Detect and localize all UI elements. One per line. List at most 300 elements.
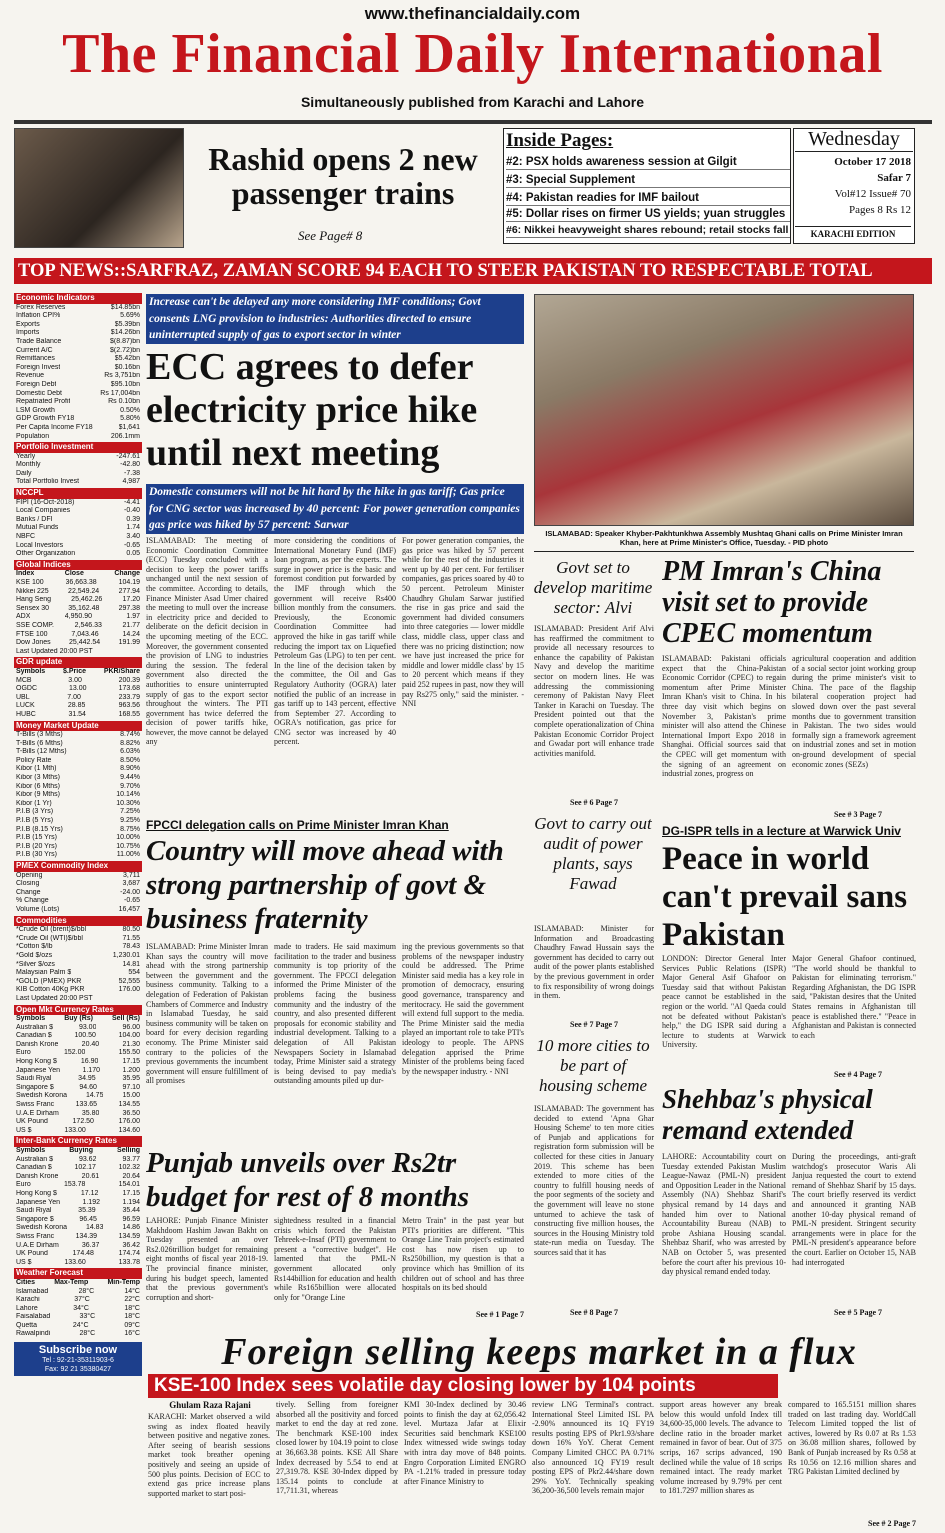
- maritime-headline[interactable]: Govt set to develop maritime sector: Alvi: [533, 558, 653, 617]
- sidebar-cell: 963.56: [118, 702, 140, 710]
- divider: [534, 551, 914, 552]
- sidebar-row: [14, 872, 142, 881]
- inside-pages-title: Inside Pages:: [506, 130, 614, 151]
- sidebar-cell: 16°C: [124, 1330, 140, 1338]
- sidebar-row: [14, 1330, 142, 1339]
- sidebar-row: [14, 889, 142, 898]
- sidebar-header-cell: Max-Temp: [54, 1278, 89, 1286]
- sidebar-cell: 3.40: [126, 533, 140, 541]
- sidebar-header-cell: Sell (Rs): [111, 1015, 140, 1023]
- sidebar-row: [14, 685, 142, 694]
- sidebar-cell: *Cotton $/lb: [16, 943, 53, 951]
- sidebar-cell: 6.03%: [120, 748, 140, 756]
- masthead-rule: [14, 120, 932, 124]
- edition-name: KARACHI EDITION: [795, 226, 911, 239]
- sidebar-cell: P.I.B (20 Yrs): [16, 842, 57, 850]
- ispr-kicker: DG-ISPR tells in a lecture at Warwick Univ: [662, 824, 901, 838]
- sidebar-cell: 168.55: [118, 710, 140, 718]
- sidebar-cell: -0.65: [124, 541, 140, 549]
- sidebar-cell: GDP Growth FY18: [16, 415, 75, 423]
- sidebar-row: [14, 1242, 142, 1251]
- sidebar-cell: Swedish Korona: [16, 1092, 67, 1100]
- sidebar-cell: 102.17: [74, 1164, 96, 1172]
- sidebar-row: [14, 478, 142, 487]
- cpec-see[interactable]: See # 3 Page 7: [834, 810, 882, 819]
- sidebar-header-cell: Index: [16, 570, 35, 578]
- sidebar-cell: 102.32: [118, 1164, 140, 1172]
- edition-day: Wednesday: [795, 128, 913, 152]
- sidebar-cell: 15.00: [122, 1092, 140, 1100]
- sidebar-portfolio-title: Portfolio Investment: [14, 442, 142, 453]
- sidebar-commodities-title: Commodities: [14, 916, 142, 927]
- sidebar-cell: U.A.E Dirham: [16, 1109, 59, 1117]
- audit-headline[interactable]: Govt to carry out audit of power plants, says Fawad: [534, 814, 652, 893]
- housing-headline[interactable]: 10 more cities to be part of housing scheme: [536, 1036, 650, 1095]
- sidebar-header-cell: Symbols: [16, 1015, 46, 1023]
- sidebar-row: [14, 1041, 142, 1050]
- sidebar-cell: Local Investors: [16, 541, 64, 549]
- sidebar-cell: % Change: [16, 897, 49, 905]
- sidebar-cell: 52,555: [118, 977, 140, 985]
- sidebar-cell: 35,162.48: [68, 604, 100, 612]
- sidebar-cell: 100.50: [74, 1032, 96, 1040]
- sidebar-cell: Mutual Funds: [16, 524, 59, 532]
- sidebar-row: [14, 524, 142, 533]
- masthead-title: The Financial Daily International: [62, 23, 883, 85]
- sidebar-cell: -24.00: [120, 888, 140, 896]
- sidebar-row: [14, 499, 142, 508]
- sidebar-row: [14, 961, 142, 970]
- sidebar-cell: HUBC: [16, 710, 36, 718]
- sidebar-row: [14, 1313, 142, 1322]
- sidebar-cell: 8.75%: [120, 825, 140, 833]
- sidebar-cell: KIB Cotton 40Kg PKR: [16, 986, 85, 994]
- sidebar-cell: T-Bills (12 Mths): [16, 748, 67, 756]
- sidebar-cell: Repatriated Profit: [16, 398, 71, 406]
- sidebar-cell: Daily: [16, 469, 32, 477]
- sidebar-cell: 174.74: [118, 1250, 140, 1258]
- fpcci-col-1: ISLAMABAD: Prime Minister Imran Khan says the country will move ahead with the strong partnership between the government and the business community. Talking to a delegation of Federation of Pakistan Chambers of Commerce and Industry in Islamabad Tuesday, he said business community will be taken on board for every decision regarding economy. The Prime Minister said contrary to the policies of the previous governments the incumbent government will ensure fulfillment of all promises: [146, 942, 268, 1086]
- lead-see-page: See Page# 8: [298, 228, 363, 243]
- sidebar-header-cell: Symbols: [16, 1147, 46, 1154]
- sidebar-cell: 34.95: [78, 1075, 96, 1083]
- shehbaz-see[interactable]: See # 5 Page 7: [834, 1308, 882, 1317]
- sidebar-cell: 36.42: [122, 1241, 140, 1249]
- maritime-body: ISLAMABAD: President Arif Alvi has reaffirmed the commitment to provide all necessary resources to enhance the capability of Pakistan Navy and develop the maritime sector on modern lines. He was addressing the commissioning ceremony of Pakistan Navy Fleet Tanker in Karachi on Tuesday. The President pointed out that the complete operationalization of China Pakistan Economic Corridor Project and Gwadar port will enhance trade activities manifold.: [534, 624, 654, 758]
- tagline: Simultaneously published from Karachi and Lahore: [300, 94, 645, 110]
- kse-col-5: support areas however any break below this would unfold Index till 34,600-35,000 levels. The advance to decline ratio in the broader market remained in favor of bear. Out of 375 scrips, 167 scrips advanced, 190 declined while the value of 18 scrips remained intact. The ready market volume increased by 9.79% per cent to 181.7297 million shares as: [660, 1400, 782, 1496]
- sidebar-row: [14, 817, 142, 826]
- sidebar-row: [14, 1084, 142, 1093]
- sidebar-row: [14, 906, 142, 915]
- sidebar-row: [14, 304, 142, 313]
- sidebar-cell: -42.80: [120, 461, 140, 469]
- fpcci-headline[interactable]: Country will move ahead with strong partnership of govt & business fraternity: [146, 835, 504, 935]
- sidebar-cell: 13.00: [69, 685, 87, 693]
- sidebar-cell: Total Portfolio Invest: [16, 478, 80, 486]
- sidebar-header-cell: Cities: [16, 1278, 36, 1286]
- shehbaz-headline[interactable]: Shehbaz's physical remand extended: [662, 1084, 873, 1145]
- kse-col-6: compared to 165.5151 million shares traded on last trading day. WorldCall Telecom Limited topped the list of actives, lowered by Rs 0.07 at Rs 1.53 on 36.08 million shares, followed by Bank of Punjab increased by Rs 0.58 at Rs 10.56 on 12.16 million shares and TRG Pakistan Limited declined by: [788, 1400, 916, 1477]
- sidebar-row: [14, 800, 142, 809]
- sidebar-weather-header: [14, 1279, 142, 1288]
- sidebar-cell: 78.43: [122, 943, 140, 951]
- sidebar-economic-indicators-title: Economic Indicators: [14, 293, 142, 304]
- sidebar-cell: -0.40: [124, 507, 140, 515]
- sidebar-row: [14, 843, 142, 852]
- sidebar-cell: 14.75: [85, 1092, 104, 1100]
- sidebar-cell: 9.44%: [120, 774, 140, 782]
- sidebar-cell: 31.54: [68, 710, 86, 718]
- sidebar-cell: Revenue: [16, 372, 45, 380]
- edition-date: October 17 2018: [834, 156, 911, 168]
- sidebar-cell: MCB: [16, 676, 32, 684]
- sidebar-row: [14, 542, 142, 551]
- sidebar-cell: 3.00: [68, 676, 82, 684]
- sidebar-row: [14, 986, 142, 995]
- sidebar-cell: 10.14%: [116, 791, 140, 799]
- kse-headline[interactable]: Foreign selling keeps market in a flux: [221, 1331, 857, 1373]
- sidebar-row: [14, 757, 142, 766]
- sidebar-cell: $14.26bn: [110, 329, 140, 337]
- sidebar-cell: 93.77: [122, 1155, 140, 1163]
- sidebar-row: [14, 1296, 142, 1305]
- market-sidebar: [14, 292, 142, 1533]
- shehbaz-col-1: LAHORE: Accountability court on Tuesday extended Pakistan Muslim League-Nawaz (PML-N) president and Opposition Leader in the National Assembly (NA) Shehbaz Sharif's physical remand by 14 days and handed him over to National Accountability Bureau (NAB) to probe Ashiana Housing scandal. Shehbaz Sharif, who was arrested by NAB on October 5, was presented before the court after his previous 10-day physical remand ended today.: [662, 1152, 786, 1277]
- sidebar-cell: Karachi: [16, 1296, 40, 1304]
- sidebar-cell: Rs 0.10bn: [108, 398, 140, 406]
- sidebar-cell: 152.00: [63, 1049, 86, 1057]
- punjab-see[interactable]: See # 1 Page 7: [476, 1310, 524, 1319]
- sidebar-pmex-title: PMEX Commodity Index: [14, 861, 142, 872]
- sidebar-cell: Quetta: [16, 1321, 38, 1329]
- sidebar-row: [14, 507, 142, 516]
- sidebar-cell: $0.16bn: [114, 363, 140, 371]
- sidebar-cell: Foreign Debt: [16, 380, 57, 388]
- sidebar-cell: 7.00: [67, 693, 81, 701]
- cpec-headline[interactable]: PM Imran's China visit set to provide CPEC momentum: [662, 556, 882, 649]
- sidebar-cell: Volume (Lots): [16, 905, 60, 913]
- sidebar-row: [14, 631, 142, 640]
- sidebar-cell: 155.50: [118, 1049, 140, 1057]
- sidebar-cell: 174.48: [72, 1250, 94, 1258]
- sidebar-row: [14, 453, 142, 462]
- inside-item-4[interactable]: #4: Pakistan readies for IMF bailout: [506, 192, 790, 206]
- sidebar-cell: 96.59: [122, 1215, 140, 1223]
- kse-see[interactable]: See # 2 Page 7: [868, 1519, 916, 1528]
- sidebar-cell: Euro: [16, 1049, 31, 1057]
- sidebar-cell: Rawalpindi: [16, 1330, 51, 1338]
- sidebar-cell: Hang Seng: [16, 596, 52, 604]
- sidebar-cell: Lahore: [16, 1304, 38, 1312]
- sidebar-row: [14, 579, 142, 588]
- sidebar-cell: 10.75%: [116, 842, 140, 850]
- site-url[interactable]: www.thefinancialdaily.com: [364, 4, 581, 23]
- sidebar-cell: 10.00%: [116, 834, 140, 842]
- inside-item-6[interactable]: #6: Nikkei heavyweight shares rebound; retail stocks fall: [506, 224, 789, 236]
- lead-headline[interactable]: Rashid opens 2 new passenger trains: [208, 141, 478, 211]
- sidebar-row: [14, 461, 142, 470]
- kse-subheadline: KSE-100 Index sees volatile day closing lower by 104 points: [148, 1374, 778, 1398]
- sidebar-cell: Local Companies: [16, 507, 71, 515]
- sidebar-cell: Kibor (6 Mths): [16, 782, 60, 790]
- sidebar-row: [14, 1224, 142, 1233]
- sidebar-cell: Remittances: [16, 355, 55, 363]
- sidebar-cell: 25,462.26: [71, 596, 103, 604]
- sidebar-row: [14, 731, 142, 740]
- sidebar-cell: Foreign Invest: [16, 363, 61, 371]
- sidebar-cell: 133.78: [118, 1258, 140, 1266]
- kse-col-3: KMI 30-Index declined by 30.46 points to finish the day at 62,056.42 level. Murtaza Jafar at Elixir Securities said benchmark KSE100 Index witnessed wide swings today with intra day move of 848 points. Engro Corporation Limited ENGRO PA -1.21% traded in pressure today after Finance Ministry to: [404, 1400, 526, 1486]
- sidebar-open-market-header: [14, 1015, 142, 1024]
- sidebar-global-indices-title: Global Indices: [14, 560, 142, 571]
- sidebar-cell: Trade Balance: [16, 337, 62, 345]
- maritime-see[interactable]: See # 6 Page 7: [570, 798, 618, 807]
- sidebar-row: [14, 935, 142, 944]
- sidebar-cell: Per Capita Income FY18: [16, 423, 93, 431]
- top-news-bar[interactable]: TOP NEWS::SARFRAZ, ZAMAN SCORE 94 EACH TO STEER PAKISTAN TO RESPECTABLE TOTAL: [14, 258, 932, 284]
- sidebar-cell: Swiss Franc: [16, 1101, 55, 1109]
- sidebar-cell: U.A.E Dirham: [16, 1241, 59, 1249]
- sidebar-cell: 17.15: [122, 1058, 140, 1066]
- sidebar-cell: 9.25%: [120, 817, 140, 825]
- sidebar-cell: 35.44: [122, 1207, 140, 1215]
- sidebar-row: [14, 740, 142, 749]
- sidebar-cell: -7.38: [124, 469, 140, 477]
- sidebar-row: [14, 588, 142, 597]
- sidebar-cell: Swiss Franc: [16, 1232, 55, 1240]
- sidebar-cell: 25,442.54: [69, 639, 101, 647]
- sidebar-cell: Danish Krone: [16, 1172, 59, 1180]
- photo-caption: ISLAMABAD: Speaker Khyber-Pakhtunkhwa Assembly Mushtaq Ghani calls on Prime Minister Imran Khan, here at Prime Minister's Office, Tuesday. - PID photo: [545, 529, 903, 547]
- sidebar-row: [14, 1156, 142, 1165]
- punjab-col-2: sightedness resulted in a financial crisis which forced the Pakistan Tehreek-e-Insaf (PTI) government to present a "corrective budget". He lamented that the PML-N government allocated only Rs144billion for education and health while Rs165billion were allocated only for "Orange Line: [274, 1216, 396, 1302]
- sidebar-cell: 9.70%: [120, 782, 140, 790]
- sidebar-row: [14, 1024, 142, 1033]
- ispr-see[interactable]: See # 4 Page 7: [834, 1070, 882, 1079]
- sidebar-interbank-title: Inter-Bank Currency Rates: [14, 1136, 142, 1147]
- sidebar-cell: P.I.B (30 Yrs): [16, 851, 57, 859]
- sidebar-cell: NBFC: [16, 533, 36, 541]
- sidebar-row: [14, 791, 142, 800]
- sidebar-cell: 22°C: [124, 1296, 140, 1304]
- sidebar-cell: SSE COMP.: [16, 621, 54, 629]
- sidebar-row: [14, 1259, 142, 1268]
- ispr-col-1: LONDON: Director General Inter Services Public Relations (ISPR) Major General Asif Ghafoor on Tuesday said that without Pakistan peace cannot be established in the region or the world. "Al Qaeda could not be defeated without Pakistan's help," the DG ISPR said during a lecture to students at Warwick University.: [662, 954, 786, 1050]
- sidebar-cell: 172.50: [72, 1118, 94, 1126]
- sidebar-cell: 153.78: [63, 1181, 86, 1189]
- sidebar-header-cell: PKR/Share: [103, 667, 140, 675]
- sidebar-cell: 8.90%: [120, 765, 140, 773]
- inside-item-2[interactable]: #2: PSX holds awareness session at Gilgit: [506, 156, 790, 170]
- sidebar-cell: -247.61: [116, 452, 140, 460]
- sidebar-row: [14, 978, 142, 987]
- sidebar-row: [14, 765, 142, 774]
- sidebar-row: [14, 372, 142, 381]
- sidebar-cell: 14.81: [122, 960, 140, 968]
- sidebar-cell: 17.12: [80, 1189, 99, 1197]
- sidebar-cell: $5.39bn: [114, 320, 140, 328]
- sidebar-row: [14, 550, 142, 559]
- sidebar-cell: 1,230.01: [112, 951, 140, 959]
- sidebar-cell: 28.85: [67, 702, 86, 710]
- sidebar-updated-text: Last Updated 20:00 PST: [16, 994, 93, 1002]
- sidebar-cell: 5.69%: [120, 312, 140, 320]
- sidebar-cell: 154.01: [118, 1181, 140, 1189]
- audit-body: ISLAMABAD: Minister for Information and Broadcasting Chaudhry Fawad Hussain says the government has decided to carry out audit of the power plants established by the previous government in order to fix responsibility of wrong doings in them.: [534, 924, 654, 1001]
- sidebar-cell: Japanese Yen: [16, 1198, 60, 1206]
- sidebar-row: [14, 398, 142, 407]
- kse-col-4: review LNG Terminal's contract. International Steel Limited ISL PA -2.90% announced its 1Q FY19 results posting EPS of Pkr1.93/share down 16% YoY. Cherat Cement Company Limited CHCC PA 0.71% also announced 1Q FY19 result posting EPS of Pkr2.44/share down 29% YoY. Technically speaking 36,200-36,500 levels remain major: [532, 1400, 654, 1496]
- sidebar-cell: 7.25%: [120, 808, 140, 816]
- sidebar-interbank-header: [14, 1147, 142, 1156]
- sidebar-cell: 20.64: [122, 1172, 140, 1180]
- sidebar-cell: 18°C: [124, 1313, 140, 1321]
- sidebar-money-market-title: Money Market Update: [14, 721, 142, 732]
- audit-see[interactable]: See # 7 Page 7: [570, 1020, 618, 1029]
- sidebar-row: [14, 613, 142, 622]
- sidebar-header-cell: Symbols: [16, 667, 46, 675]
- sidebar-cell: -4.41: [124, 498, 140, 506]
- ecc-headline[interactable]: ECC agrees to defer electricity price hike until next meeting: [146, 346, 478, 474]
- sidebar-cell: Closing: [16, 880, 40, 888]
- inside-item-3[interactable]: #3: Special Supplement: [506, 174, 790, 188]
- sidebar-header-cell: Buying: [69, 1147, 93, 1154]
- sidebar-row: [14, 1288, 142, 1297]
- sidebar-row: [14, 390, 142, 399]
- sidebar-row: [14, 702, 142, 711]
- sidebar-row: [14, 1110, 142, 1119]
- sidebar-cell: Australian $: [16, 1023, 53, 1031]
- sidebar-cell: 1.74: [126, 524, 140, 532]
- sidebar-row: [14, 926, 142, 935]
- sidebar-cell: $(8.87)bn: [110, 337, 140, 345]
- sidebar-cell: Swedish Korona: [16, 1224, 67, 1232]
- sidebar-cell: 7,043.46: [71, 630, 99, 638]
- ecc-kicker: Increase can't be delayed any more considering IMF conditions; Govt consents LNG provision to industries: Authorities directed to ensure uninterrupted supply of gas to export sector in winter: [146, 294, 524, 344]
- sidebar-cell: Domestic Debt: [16, 389, 62, 397]
- sidebar-cell: 134.39: [75, 1232, 98, 1240]
- sidebar-cell: $(2.72)bn: [110, 346, 140, 354]
- sidebar-row: [14, 1032, 142, 1041]
- ecc-col-2: more considering the conditions of International Monetary Fund (IMF) loan program, as per the experts. The surge in power price is the basic and foremost condition put forwarded by the IMF through which the government will receive Rs400 billion monthly from the consumers. Previously, the Economic Coordination Committee had approved the hike in gas tariff while reducing the import tax on Liquefied Petroleum Gas (LPG) to ten per cent. In the line of the decision taken by the committee, the Oil and Gas Regulatory Authority (OGRA) later notified the public of an increase in gas tariff up to 143 percent, effective from September 27. According to OGRA's notification, gas price for CNG sector was increased by 40 percent.: [274, 536, 396, 747]
- sidebar-cell: 134.59: [118, 1232, 140, 1240]
- sidebar-cell: 3,711: [123, 871, 140, 879]
- sidebar-cell: Kibor (1 Mth): [16, 765, 57, 773]
- sidebar-cell: Saudi Riyal: [16, 1075, 52, 1083]
- sidebar-row: [14, 1233, 142, 1242]
- sidebar-cell: 18°C: [124, 1304, 140, 1312]
- sidebar-weather-title: Weather Forecast: [14, 1268, 142, 1279]
- kse-col-2: tively. Selling from foreigner absorbed all the positivity and forced market to end the day at red zone. The benchmark KSE-100 index closed lower by 104.19 point to close at 36,663.38 points. KSE All Share Index decreased by 5.54 to end at 27,319.78. KSE 30-Index dipped by 135.14 points to conclude at 17,711.31, whereas: [276, 1400, 398, 1496]
- sidebar-cell: 14.83: [85, 1224, 104, 1232]
- inside-item-5[interactable]: #5: Dollar rises on firmer US yields; yuan struggles: [506, 208, 790, 222]
- sidebar-cell: 35.80: [81, 1109, 100, 1117]
- sidebar-cell: 173.68: [118, 685, 140, 693]
- sidebar-cell: Rs 17,004bn: [100, 389, 140, 397]
- sidebar-cell: 34°C: [73, 1304, 89, 1312]
- punjab-headline[interactable]: Punjab unveils over Rs2tr budget for rest of 8 months: [146, 1147, 470, 1213]
- sidebar-cell: 1.170: [82, 1066, 100, 1074]
- sidebar-cell: LSM Growth: [16, 406, 55, 414]
- sidebar-cell: 11.00%: [116, 851, 140, 859]
- sidebar-cell: Banks / DFI: [16, 515, 53, 523]
- sidebar-cell: 1.97: [126, 613, 140, 621]
- sidebar-cell: Hong Kong $: [16, 1058, 57, 1066]
- sidebar-cell: 71.55: [122, 934, 140, 942]
- sidebar-cell: 233.79: [118, 693, 140, 701]
- sidebar-cell: 200.39: [118, 676, 140, 684]
- sidebar-cell: 14.86: [122, 1224, 140, 1232]
- sidebar-cell: Danish Krone: [16, 1040, 59, 1048]
- sidebar-cell: 80.50: [122, 926, 140, 934]
- sidebar-cell: 1.200: [122, 1066, 140, 1074]
- sidebar-row: [14, 1305, 142, 1314]
- edition-volume: Vol#12 Issue# 70: [834, 188, 911, 200]
- sidebar-cell: 554: [128, 969, 140, 977]
- sidebar-cell: 24°C: [72, 1321, 89, 1329]
- sidebar-row: [14, 783, 142, 792]
- sidebar-cell: 104.19: [118, 579, 140, 586]
- sidebar-cell: 96.00: [122, 1023, 140, 1031]
- sidebar-cell: $5.42bn: [114, 355, 140, 363]
- sidebar-row: [14, 605, 142, 614]
- sidebar-cell: 94.60: [79, 1083, 97, 1091]
- sidebar-cell: 277.94: [118, 587, 140, 595]
- sidebar-cell: 0.39: [126, 515, 140, 523]
- sidebar-row: [14, 381, 142, 390]
- sidebar-cell: Current A/C: [16, 346, 53, 354]
- fpcci-col-3: ing the previous governments so that problems of the newspaper industry could be addressed. The Prime Minister said media has a key role in promotion of democracy, ensuring good governance, transparency and meritocracy. He said the government will extend full support to the media. The Prime Minister said the media played an important role to take PTI's ideology to people. The APNS delegation apprised the Prime Minister of the problems being faced by the newspaper industry. - NNI: [402, 942, 524, 1076]
- subscribe-box[interactable]: [14, 1342, 142, 1376]
- sidebar-cell: 176.00: [118, 1118, 140, 1126]
- sidebar-cell: 37°C: [74, 1296, 90, 1304]
- sidebar-cell: 22,549.24: [68, 587, 100, 595]
- sidebar-row: [14, 312, 142, 321]
- sidebar-cell: UK Pound: [16, 1250, 48, 1258]
- sidebar-row: [14, 364, 142, 373]
- sidebar-row: [14, 1075, 142, 1084]
- sidebar-row: [14, 1190, 142, 1199]
- sidebar-cell: 2,546.33: [74, 621, 102, 629]
- sidebar-cell: 14°C: [124, 1287, 140, 1295]
- sidebar-nccpl-title: NCCPL: [14, 488, 142, 499]
- sidebar-header-cell: Buy (Rs): [64, 1015, 93, 1023]
- sidebar-row: [14, 880, 142, 889]
- sidebar-row: [14, 355, 142, 364]
- ecc-col-1: ISLAMABAD: The meeting of Economic Coordination Committee (ECC) Tuesday concluded with a decision to keep the power tariffs unchanged until the next session of the committee. According to details, Finance Minister Asad Umer chaired the meeting to mull over the increase in electricity price and decided to deliberate on the deficit decision in the upcoming meeting of the ECC. Moreover, the government consented the provision of LNG to industries during the session. The federal government also directed the authorities to ensure uninterrupted supply of gas to the export sector throughout the winters. The PTI government has twice deferred the decision of power tariffs hike, however, the move cannot be delayed any: [146, 536, 268, 747]
- pm-meeting-photo: [534, 294, 914, 526]
- sidebar-row: [14, 1181, 142, 1190]
- sidebar-cell: Forex Reserves: [16, 303, 66, 311]
- sidebar-cell: 133.65: [75, 1101, 98, 1109]
- cpec-col-2: agricultural cooperation and addition of a social sector joint working group during the prime minister's visit to China. The pace of the flagship bilateral cooperation project had slowed down over the past several months due to government transition in Pakistan. The two sides would formally sign a framework agreement on industrial zones and set in motion on-ground development of special economic zones (SEZs): [792, 654, 916, 769]
- ecc-col-3: For power generation companies, the gas price was hiked by 57 percent while for the rest of the industries it went up by 40 per cent. For fertiliser companies, gas prices soared by 40 to 50 percent. Petroleum Minister Chaudhry Ghulam Sarwar justified the rise in gas price and said the government had divided consumers into three categories — lower middle class, middle class, upper class and there was no pricing distinction; now we have just increased the price for middle and lower middle class' by 15 to 20 percent which means if they paid 252 rupees in past, now they will pay Rs275 only," said the minister. - NNI: [402, 536, 524, 709]
- sidebar-cell: Rs 3,751bn: [104, 372, 140, 380]
- sidebar-cell: 09°C: [124, 1321, 140, 1329]
- sidebar-cell: Kibor (3 Mths): [16, 774, 60, 782]
- sidebar-cell: $1,641: [118, 423, 140, 431]
- sidebar-cell: 8.82%: [120, 739, 140, 747]
- sidebar-row: [14, 516, 142, 525]
- ispr-headline[interactable]: Peace in world can't prevail sans Pakistan: [662, 841, 908, 953]
- sidebar-row: [14, 415, 142, 424]
- housing-see[interactable]: See # 8 Page 7: [570, 1308, 618, 1317]
- subscribe-fax: Fax: 92 21 35380427: [44, 1365, 112, 1373]
- sidebar-row: [14, 1118, 142, 1127]
- sidebar-cell: OGDC: [16, 685, 37, 693]
- sidebar-cell: 133.60: [64, 1258, 86, 1266]
